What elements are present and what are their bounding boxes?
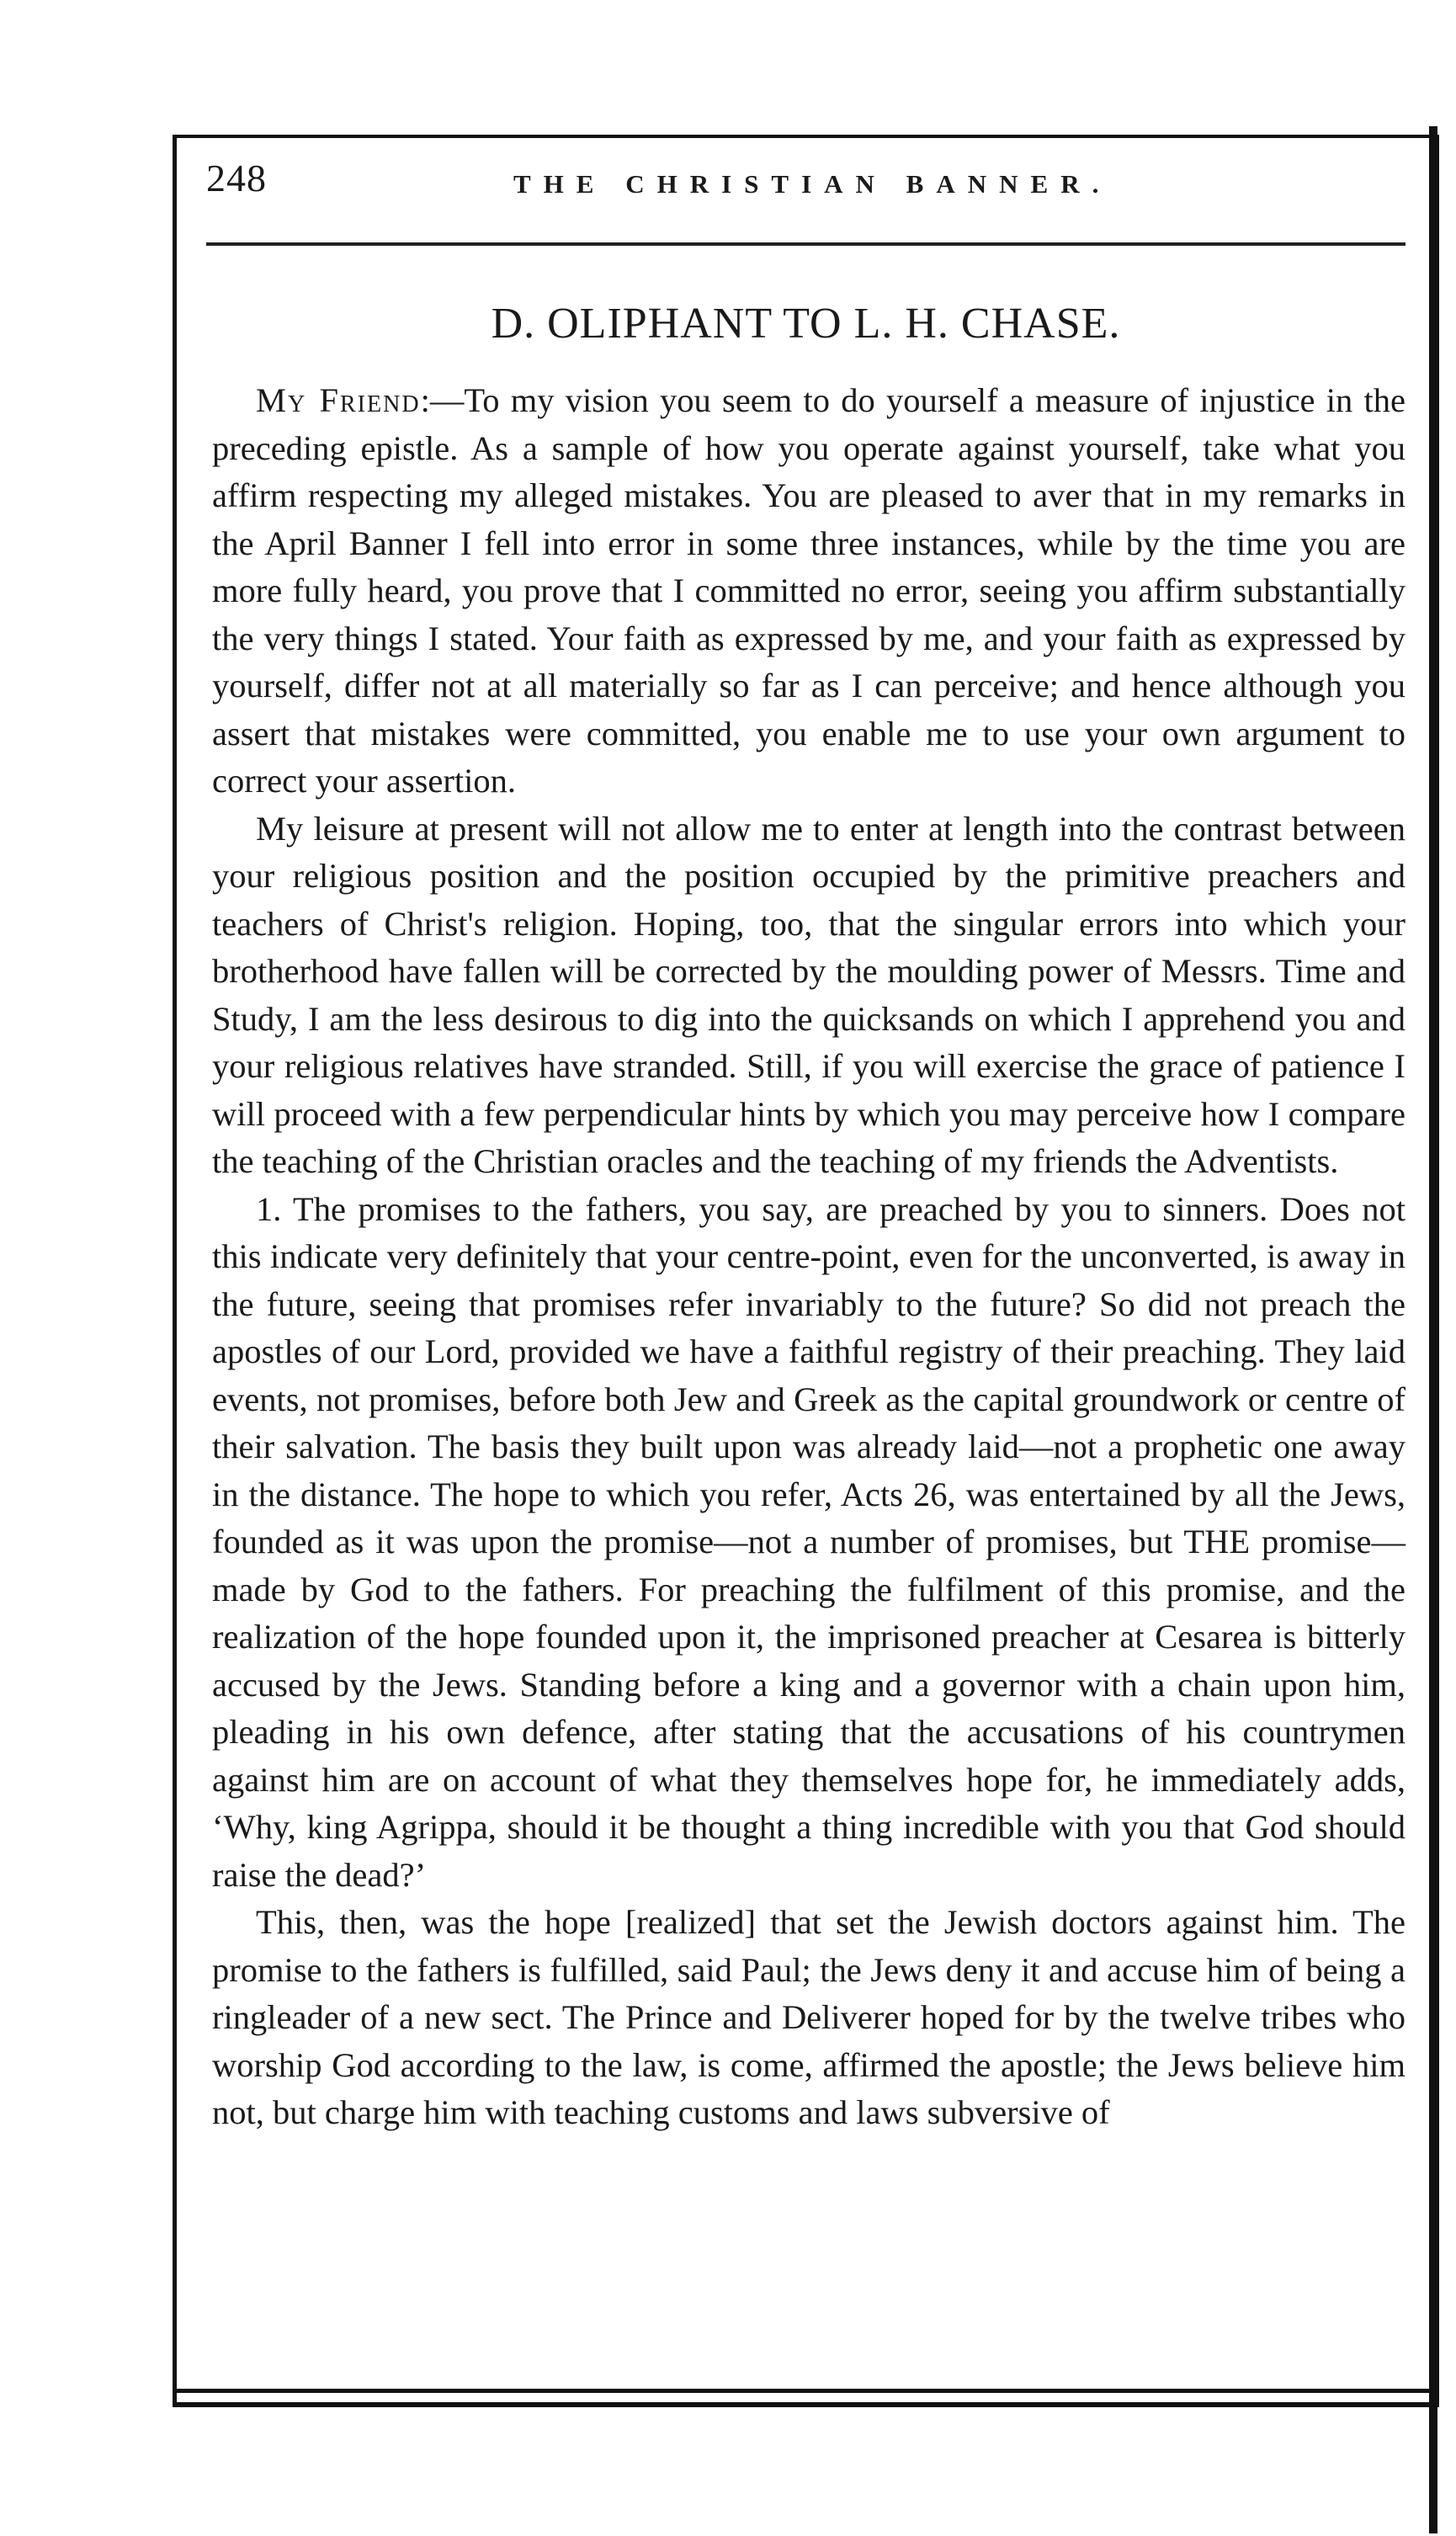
paragraph-1-text: :—To my vision you seem to do yourself a measure of injustice in the preceding epistle. As a sample of how you operate against yourself, take what you affirm respecting my alleged mistakes. You are pleased to aver that in my remarks in the April Banner I fell into error in some three instances, while by the time you are more fully heard, you prove that I committed no error, seeing you affirm substantially the very things I stated. Your faith as expressed by me, and your faith as expressed by yourself, differ not at all materially so far as I can perceive; and hence although you assert that mistakes were committed, you enable me to use your own argument to correct your assertion. <box>212 381 1406 800</box>
header-rule <box>206 242 1406 246</box>
running-title: THE CHRISTIAN BANNER. <box>513 169 1112 199</box>
bottom-rule <box>177 2389 1435 2393</box>
article-title: D. OLIPHANT TO L. H. CHASE. <box>491 300 1121 348</box>
paragraph-3: 1. The promises to the fathers, you say, are preached by you to sinners. Does not this indicate very definitely that your centre-point, even for the unconverted, is away in the future, seeing that promises refer invariably to the future? So did not preach the apostles of our Lord, provided we have a faithful registry of their preaching. They laid events, not promises, before both Jew and Greek as the capital groundwork or centre of their salvation. The basis they built upon was already laid—not a prophetic one away in the distance. The hope to which you refer, Acts 26, was entertained by all the Jews, founded as it was upon the promise—not a number of promises, but THE promise—made by God to the fathers. For preaching the fulfilment of this promise, and the realization of the hope founded upon it, the imprisoned preacher at Cesarea is bitterly accused by the Jews. Standing before a king and a governor with a chain upon him, pleading in his own defence, after stating that the accusations of his countrymen against him are on account of what they themselves hope for, he immediately adds, ‘Why, king Agrippa, should it be thought a thing incredible with you that God should raise the dead?’ <box>212 1189 1406 1894</box>
paragraph-4: This, then, was the hope [realized] that set the Jewish doctors against him. The promise to the fathers is fulfilled, said Paul; the Jews deny it and accuse him of being a ringleader of a new sect. The Prince and Deliverer hoped for by the twelve tribes who worship God according to the law, is come, affirmed the apostle; the Jews believe him not, but charge him with teaching customs and laws subversive of <box>212 1903 1406 2131</box>
paragraph-2: My leisure at present will not allow me to enter at length into the contrast between your religious position and the position occupied by the primitive preachers and teachers of Christ's religion. Hoping, too, that the singular errors into which your brotherhood have fallen will be corrected by the moulding power of Messrs. Time and Study, I am the less desirous to dig into the quicksands on which I apprehend you and your religious relatives have stranded. Still, if you will exercise the grace of patience I will proceed with a few perpendicular hints by which you may perceive how I compare the teaching of the Christian oracles and the teaching of my friends the Adventists. <box>212 809 1406 1180</box>
article-body <box>212 377 1406 2137</box>
paragraph-1 <box>212 377 1406 805</box>
salutation: My Friend <box>256 381 421 419</box>
page-number: 248 <box>206 157 267 199</box>
running-header <box>206 156 1410 215</box>
